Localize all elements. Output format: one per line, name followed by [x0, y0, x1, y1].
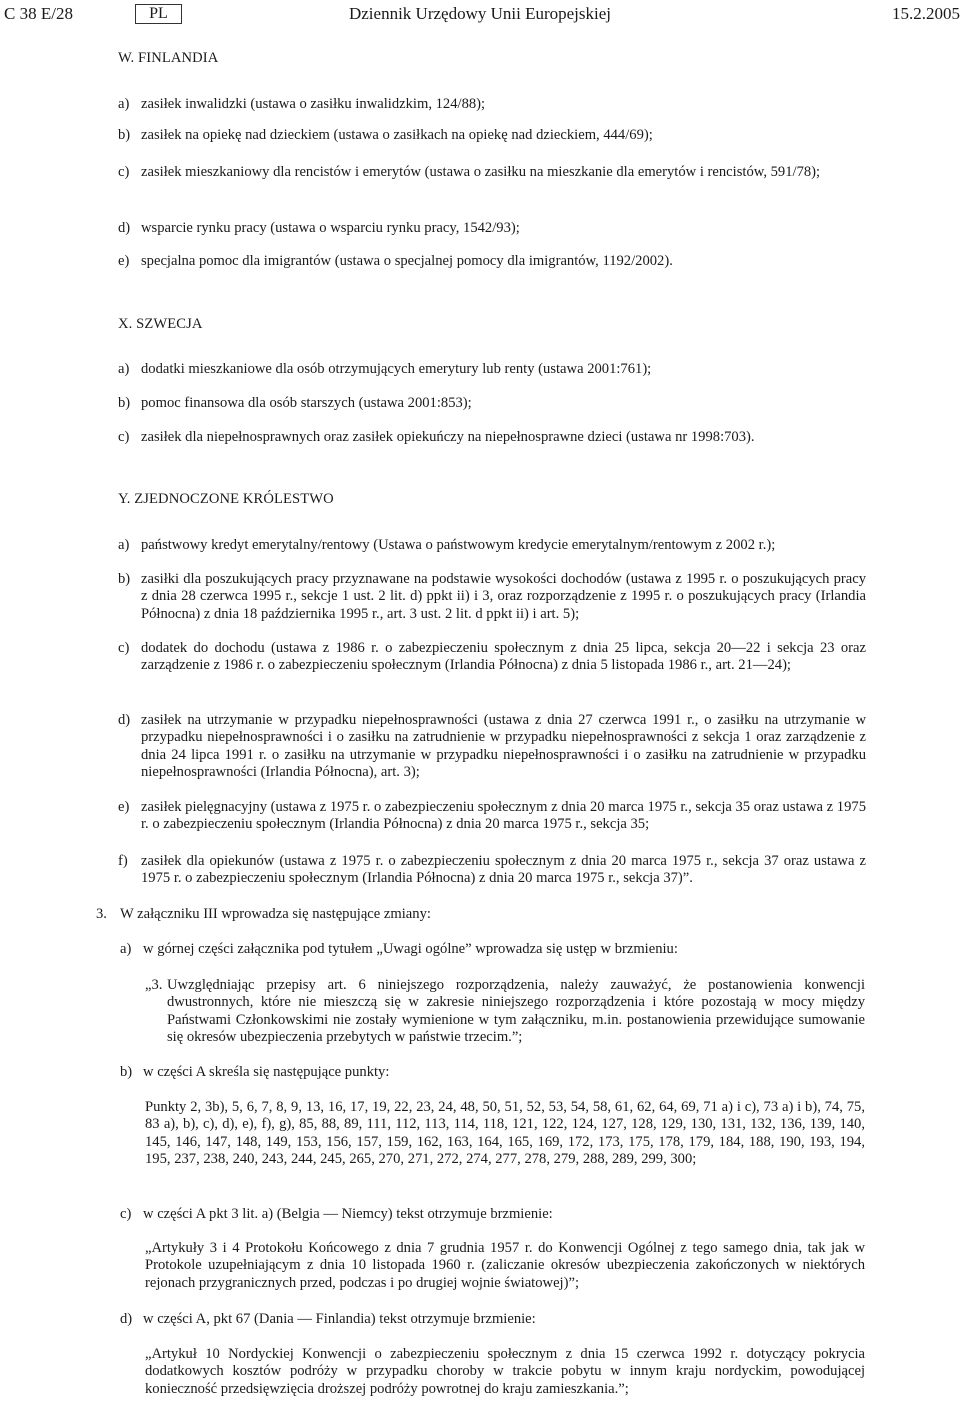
list-label: f) [118, 853, 128, 869]
list-item: pomoc finansowa dla osób starszych (ustawa 2001:853); [141, 395, 472, 411]
page-reference: C 38 E/28 [4, 4, 73, 23]
list-item: zasiłek mieszkaniowy dla rencistów i emerytów (ustawa o zasiłku na mieszkanie dla emerytów i rencistów, 591/78); [141, 164, 821, 180]
list-label: b) [120, 1064, 133, 1080]
language-badge: PL [135, 4, 182, 24]
publication-date: 15.2.2005 [892, 4, 960, 23]
page-header [0, 3, 960, 27]
list-item: wsparcie rynku pracy (ustawa o wsparciu rynku pracy, 1542/93); [141, 220, 520, 236]
list-label: c) [120, 1206, 132, 1222]
list-label: b) [118, 395, 131, 411]
list-item: zasiłek na utrzymanie w przypadku niepełnosprawności (ustawa z dnia 27 czerwca 1991 r., o zasiłku na utrzymanie w przypadku niepełnosprawności i o zasiłku na zatrudnienie w przypadku niepełnosprawności z sekcja 1 oraz zarządzenie z dnia 24 lipca 1991 r. o zasiłku na utrzymanie w przypadku niepełnosprawności i o zasiłku na zatrudnienie w przypadku niepełnosprawności (Irlandia Północna), art. 3); [141, 712, 866, 781]
list-item: zasiłek pielęgnacyjny (ustawa z 1975 r. o zabezpieczeniu społecznym z dnia 20 marca 1975 r., sekcja 35 oraz ustawa z 1975 r. o zabezpieczeniu społecznym (Irlandia Północna) z dnia 20 marca 1975 r., sekcja 35; [141, 799, 866, 833]
quote-number: „3. [145, 977, 163, 993]
list-label: a) [118, 96, 130, 112]
list-item: specjalna pomoc dla imigrantów (ustawa o specjalnej pomocy dla imigrantów, 1192/2002). [141, 253, 673, 269]
list-item: zasiłki dla poszukujących pracy przyznawane na podstawie wysokości dochodów (ustawa z 1995 r. o poszukujących pracy z dnia 28 czerwca 1995 r., sekcje 1 ust. 2 lit. d) ppkt ii) i 3, oraz rozporządzenie z 1995 r. o poszukujących pracy (Irlandia Północna) z dnia 18 października 1995 r., art. 3 ust. 2 lit. d ppkt ii) i art. 5); [141, 571, 866, 622]
amendment-instruction: w części A, pkt 67 (Dania — Finlandia) tekst otrzymuje brzmienie: [143, 1311, 536, 1327]
list-label: c) [118, 640, 130, 656]
amendment-quote: „Artykuły 3 i 4 Protokołu Końcowego z dnia 7 grudnia 1957 r. do Konwencji Ogólnej z tego samego dnia, tak jak w Protokole uzupełniającym z dnia 10 listopada 1960 r. (zaliczanie okresów ubezpieczenia zakończonych w niektórych rejonach przygranicznych przed, podczas i po drugiej wojnie światowej)”; [145, 1240, 865, 1291]
list-item: państwowy kredyt emerytalny/rentowy (Ustawa o państwowym kredycie emerytalnym/rentowym z 2002 r.); [141, 537, 776, 553]
section-title-united-kingdom: Y. ZJEDNOCZONE KRÓLESTWO [118, 491, 334, 507]
list-item: zasiłek dla opiekunów (ustawa z 1975 r. o zabezpieczeniu społecznym z dnia 20 marca 1975 r., sekcja 37 oraz ustawa z 1975 r. o zabezpieczeniu społecznym (Irlandia Północna) z dnia 20 marca 1975 r., sekcja 37)”. [141, 853, 866, 887]
list-label: e) [118, 799, 130, 815]
list-label: e) [118, 253, 130, 269]
list-label: a) [118, 361, 130, 377]
section-title-sweden: X. SZWECJA [118, 316, 203, 332]
amendment-instruction: w górnej części załącznika pod tytułem „Uwagi ogólne” wprowadza się ustęp w brzmieniu: [143, 941, 678, 957]
amendment-quote: „Artykuł 10 Nordyckiej Konwencji o zabezpieczeniu społecznym z dnia 15 czerwca 1992 r. dotyczący pokrycia dodatkowych kosztów podróży w przypadku choroby w trakcie pobytu w innym kraju nordyckim, powodującej konieczność przedsięwzięcia droższej podróży powrotnej do kraju zamieszkania.”; [145, 1346, 865, 1397]
list-item: dodatek do dochodu (ustawa z 1986 r. o zabezpieczeniu społecznym z dnia 25 lipca, sekcja 20—22 i sekcja 23 oraz zarządzenie z 1986 r. o zabezpieczeniu społecznym (Irlandia Północna) z dnia 5 listopada 1986 r., art. 21—24); [141, 640, 866, 674]
list-label: a) [118, 537, 130, 553]
list-label: d) [118, 220, 131, 236]
amendment-quote: Punkty 2, 3b), 5, 6, 7, 8, 9, 13, 16, 17, 19, 22, 23, 24, 48, 50, 51, 52, 53, 54, 58, 61, 62, 64, 69, 71 a) i c), 73 a) i b), 74, 75, 83 a), b), c), d), e), f), g), 85, 88, 89, 111, 112, 113, 114, 118, 121, 122, 124, 127, 128, 129, 130, 131, 132, 136, 139, 140, 145, 146, 147, 148, 149, 153, 156, 157, 159, 162, 163, 164, 165, 169, 172, 173, 175, 178, 179, 184, 188, 190, 193, 194, 195, 237, 238, 240, 243, 244, 245, 265, 270, 271, 272, 274, 277, 278, 279, 288, 289, 299, 300; [145, 1099, 865, 1168]
list-label: b) [118, 571, 131, 587]
point-text: W załączniku III wprowadza się następujące zmiany: [120, 906, 431, 922]
point-number: 3. [96, 906, 107, 922]
amendment-instruction: w części A skreśla się następujące punkty: [143, 1064, 390, 1080]
list-label: a) [120, 941, 132, 957]
list-item: zasiłek na opiekę nad dzieckiem (ustawa o zasiłkach na opiekę nad dzieckiem, 444/69); [141, 127, 653, 143]
journal-title: Dziennik Urzędowy Unii Europejskiej [348, 4, 611, 23]
list-label: d) [120, 1311, 133, 1327]
amendment-instruction: w części A pkt 3 lit. a) (Belgia — Niemcy) tekst otrzymuje brzmienie: [143, 1206, 553, 1222]
list-item: dodatki mieszkaniowe dla osób otrzymujących emerytury lub renty (ustawa 2001:761); [141, 361, 652, 377]
section-title-finland: W. FINLANDIA [118, 50, 219, 66]
list-item: zasiłek inwalidzki (ustawa o zasiłku inwalidzkim, 124/88); [141, 96, 486, 112]
list-label: c) [118, 164, 130, 180]
amendment-quote: Uwzględniając przepisy art. 6 niniejszego rozporządzenia, należy zauważyć, że postanowienia konwencji dwustronnych, które nie mieszczą się w zakresie niniejszego rozporządzenia i które pozostają w mocy między Państwami Członkowskimi nie zostały wymienione w tym załączniku, m.in. postanowienia przewidujące sumowanie się okresów ubezpieczenia przebytych w państwie trzecim.”; [167, 977, 865, 1046]
list-item: zasiłek dla niepełnosprawnych oraz zasiłek opiekuńczy na niepełnosprawne dzieci (ustawa nr 1998:703). [141, 429, 755, 445]
list-label: c) [118, 429, 130, 445]
list-label: d) [118, 712, 131, 728]
list-label: b) [118, 127, 131, 143]
